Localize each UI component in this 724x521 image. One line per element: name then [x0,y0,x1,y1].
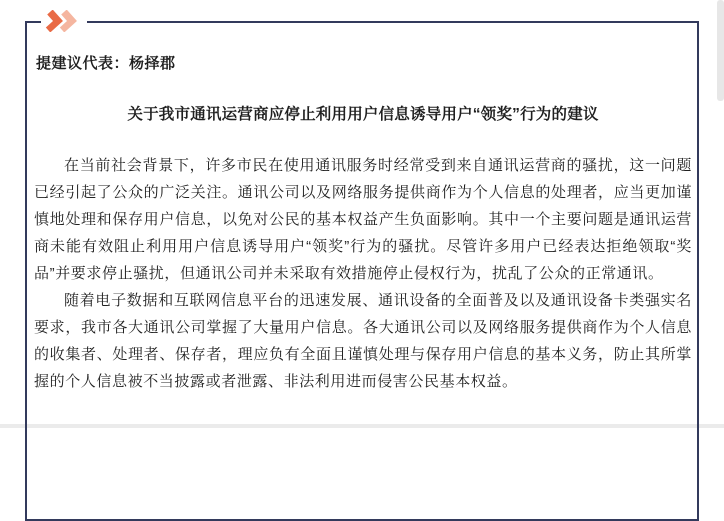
vertical-scrollbar-thumb[interactable] [717,0,724,101]
document-body [34,152,692,395]
body-paragraph: 随着电子数据和互联网信息平台的迅速发展、通讯设备的全面普及以及通讯设备卡类强实名要求，我市各大通讯公司掌握了大量用户信息。各大通讯公司以及网络服务提供商作为个人信息的收集者、处理者、保存者，理应负有全面且谨慎处理与保存用户信息的基本义务，防止其所掌握的个人信息被不当披露或者泄露、非法利用进而侵害公民基本权益。 [34,292,692,390]
double-chevron-icon [41,8,87,34]
body-paragraph: 在当前社会背景下，许多市民在使用通讯服务时经常受到来自通讯运营商的骚扰，这一问题已经引起了公众的广泛关注。通讯公司以及网络服务提供商作为个人信息的处理者，应当更加谨慎地处理和保存用户信息，以免对公民的基本权益产生负面影响。其中一个主要问题是通讯运营商未能有效阻止利用用户信息诱导用户“领奖”行为的骚扰。尽管许多用户已经表达拒绝领取“奖品”并要求停止骚扰，但通讯公司并未采取有效措施停止侵权行为，扰乱了公众的正常通讯。 [34,157,692,282]
double-chevron-svg [44,10,84,32]
representative-label: 提建议代表：杨择郡 [36,55,176,72]
document-title: 关于我市通讯运营商应停止利用用户信息诱导用户“领奖”行为的建议 [127,106,599,123]
